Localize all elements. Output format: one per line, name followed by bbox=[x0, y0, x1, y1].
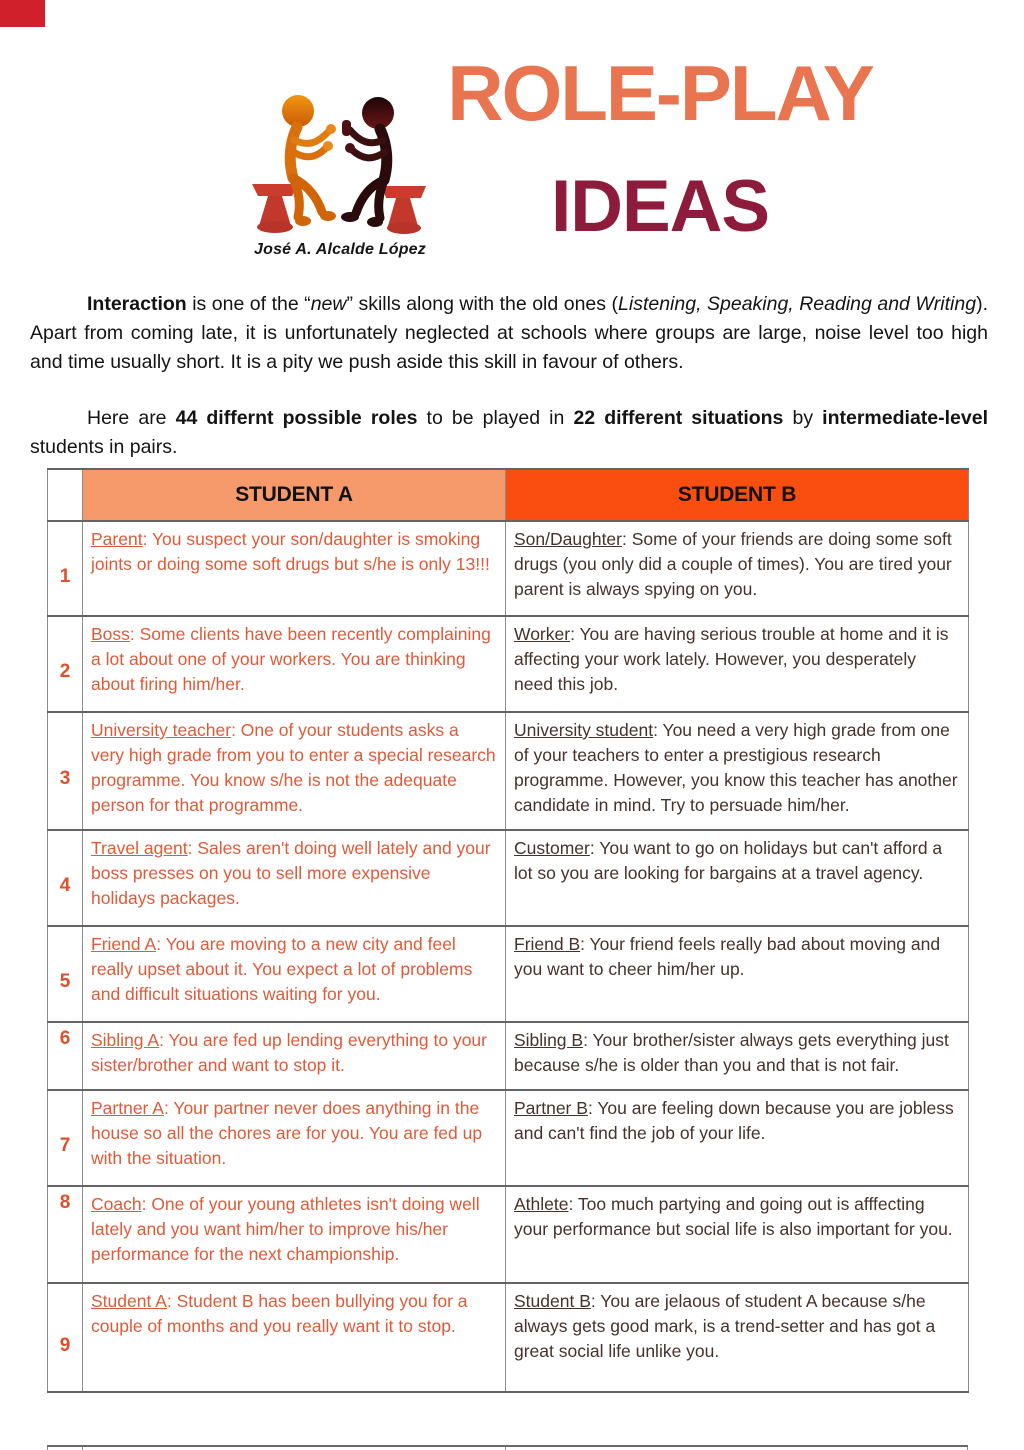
title-role-play: ROLE-PLAY bbox=[447, 49, 873, 137]
row-number: 2 bbox=[48, 616, 83, 712]
row-number: 3 bbox=[48, 712, 83, 830]
role-name: Partner B bbox=[514, 1098, 588, 1118]
role-name: Parent bbox=[91, 529, 143, 549]
intro-paragraph-1: Interaction is one of the “new” skills along with the old ones (Listening, Speaking, Reading and Writing). Apart from coming late, it is unfortunately neglected at schools where groups are large, noise level too high and time usually short. It is a pity we push aside this skill in favour of others. bbox=[30, 293, 988, 373]
role-name: University teacher bbox=[91, 720, 232, 740]
row-number: 7 bbox=[48, 1090, 83, 1186]
table-row bbox=[48, 926, 969, 1022]
role-name: University student bbox=[514, 720, 654, 740]
table-row bbox=[48, 521, 969, 616]
student-b-cell: Son/Daughter: Some of your friends are doing some soft drugs (you only did a couple of times). You are tired your parent is always spying on you. bbox=[506, 521, 969, 616]
role-name: Student A bbox=[91, 1291, 167, 1311]
student-a-cell: Travel agent: Sales aren't doing well lately and your boss presses on you to sell more expensive holidays packages. bbox=[83, 830, 506, 926]
page-title bbox=[420, 49, 900, 247]
corner-mark bbox=[0, 0, 45, 27]
student-a-cell: Student A: Student B has been bullying you for a couple of months and you really want it to stop. bbox=[83, 1283, 506, 1392]
role-name: Friend A bbox=[91, 934, 157, 954]
student-b-header: STUDENT B bbox=[506, 469, 969, 521]
title-ideas: IDEAS bbox=[550, 166, 770, 247]
table-row bbox=[48, 830, 969, 926]
role-name: Travel agent bbox=[91, 838, 188, 858]
student-b-cell: University student: You need a very high grade from one of your teachers to enter a prestigious research programme. However, you know this teacher has another candidate in mind. Try to persuade him/her. bbox=[506, 712, 969, 830]
student-b-cell: Sibling B: Your brother/sister always gets everything just because s/he is older than you and that is not fair. bbox=[506, 1022, 969, 1090]
table-row bbox=[48, 1090, 969, 1186]
student-b-cell: Worker: You are having serious trouble at home and it is affecting your work lately. However, you desperately need this job. bbox=[506, 616, 969, 712]
student-b-cell: Athlete: Too much partying and going out is afffecting your performance but social life is also important for you. bbox=[506, 1186, 969, 1283]
student-a-cell: University teacher: One of your students asks a very high grade from you to enter a special research programme. You know s/he is not the adequate person for that programme. bbox=[83, 712, 506, 830]
intro-section bbox=[30, 290, 988, 462]
role-name: Athlete bbox=[514, 1194, 569, 1214]
left-stool bbox=[252, 184, 298, 233]
student-a-cell: Boss: Some clients have been recently complaining a lot about one of your workers. You are thinking about firing him/her. bbox=[83, 616, 506, 712]
role-name: Student B bbox=[514, 1291, 591, 1311]
left-figure bbox=[282, 95, 336, 226]
table-row bbox=[48, 1022, 969, 1090]
row-number: 5 bbox=[48, 926, 83, 1022]
student-b-cell: Customer: You want to go on holidays but can't afford a lot so you are looking for bargains at a travel agency. bbox=[506, 830, 969, 926]
student-b-cell: Partner B: You are feeling down because you are jobless and can't find the job of your life. bbox=[506, 1090, 969, 1186]
student-a-header: STUDENT A bbox=[83, 469, 506, 521]
number-column-header bbox=[48, 469, 83, 521]
role-name: Son/Daughter bbox=[514, 529, 622, 549]
role-name: Partner A bbox=[91, 1098, 164, 1118]
student-b-cell: Student B: You are jelaous of student A because s/he always gets good mark, is a trend-setter and has got a great social life unlike you. bbox=[506, 1283, 969, 1392]
row-number: 1 bbox=[48, 521, 83, 616]
intro-paragraph-2: Here are 44 differnt possible roles to be played in 22 different situations by intermediate-level students in pairs. bbox=[30, 407, 988, 458]
role-name: Coach bbox=[91, 1194, 142, 1214]
row-number: 9 bbox=[48, 1283, 83, 1392]
student-a-cell: Parent: You suspect your son/daughter is smoking joints or doing some soft drugs but s/he is only 13!!! bbox=[83, 521, 506, 616]
two-figures-clipart bbox=[242, 86, 438, 238]
student-b-cell: Friend B: Your friend feels really bad about moving and you want to cheer him/her up. bbox=[506, 926, 969, 1022]
role-name: Sibling B bbox=[514, 1030, 584, 1050]
role-name: Customer bbox=[514, 838, 590, 858]
table-header-row bbox=[48, 469, 969, 521]
table-row bbox=[48, 1283, 969, 1392]
student-a-cell: Friend A: You are moving to a new city and feel really upset about it. You expect a lot of problems and difficult situations waiting for you. bbox=[83, 926, 506, 1022]
role-name: Worker bbox=[514, 624, 571, 644]
talking-figures-illustration bbox=[242, 86, 438, 238]
table-body bbox=[48, 521, 969, 1392]
right-figure bbox=[341, 97, 394, 227]
row-number: 8 bbox=[48, 1186, 83, 1283]
table-row bbox=[48, 616, 969, 712]
roles-table bbox=[47, 468, 969, 1393]
table-row bbox=[48, 1186, 969, 1283]
student-a-cell: Sibling A: You are fed up lending everything to your sister/brother and want to stop it. bbox=[83, 1022, 506, 1090]
author-caption: José A. Alcalde López bbox=[254, 241, 426, 258]
row-number: 6 bbox=[48, 1022, 83, 1090]
row-number: 4 bbox=[48, 830, 83, 926]
role-name: Boss bbox=[91, 624, 130, 644]
next-row-top-border bbox=[47, 1445, 968, 1447]
student-a-cell: Coach: One of your young athletes isn't doing well lately and you want him/her to improve his/her performance for the next championship. bbox=[83, 1186, 506, 1283]
role-name: Sibling A bbox=[91, 1030, 160, 1050]
table-row bbox=[48, 712, 969, 830]
student-a-cell: Partner A: Your partner never does anything in the house so all the chores are for you. You are fed up with the situation. bbox=[83, 1090, 506, 1186]
role-name: Friend B bbox=[514, 934, 581, 954]
